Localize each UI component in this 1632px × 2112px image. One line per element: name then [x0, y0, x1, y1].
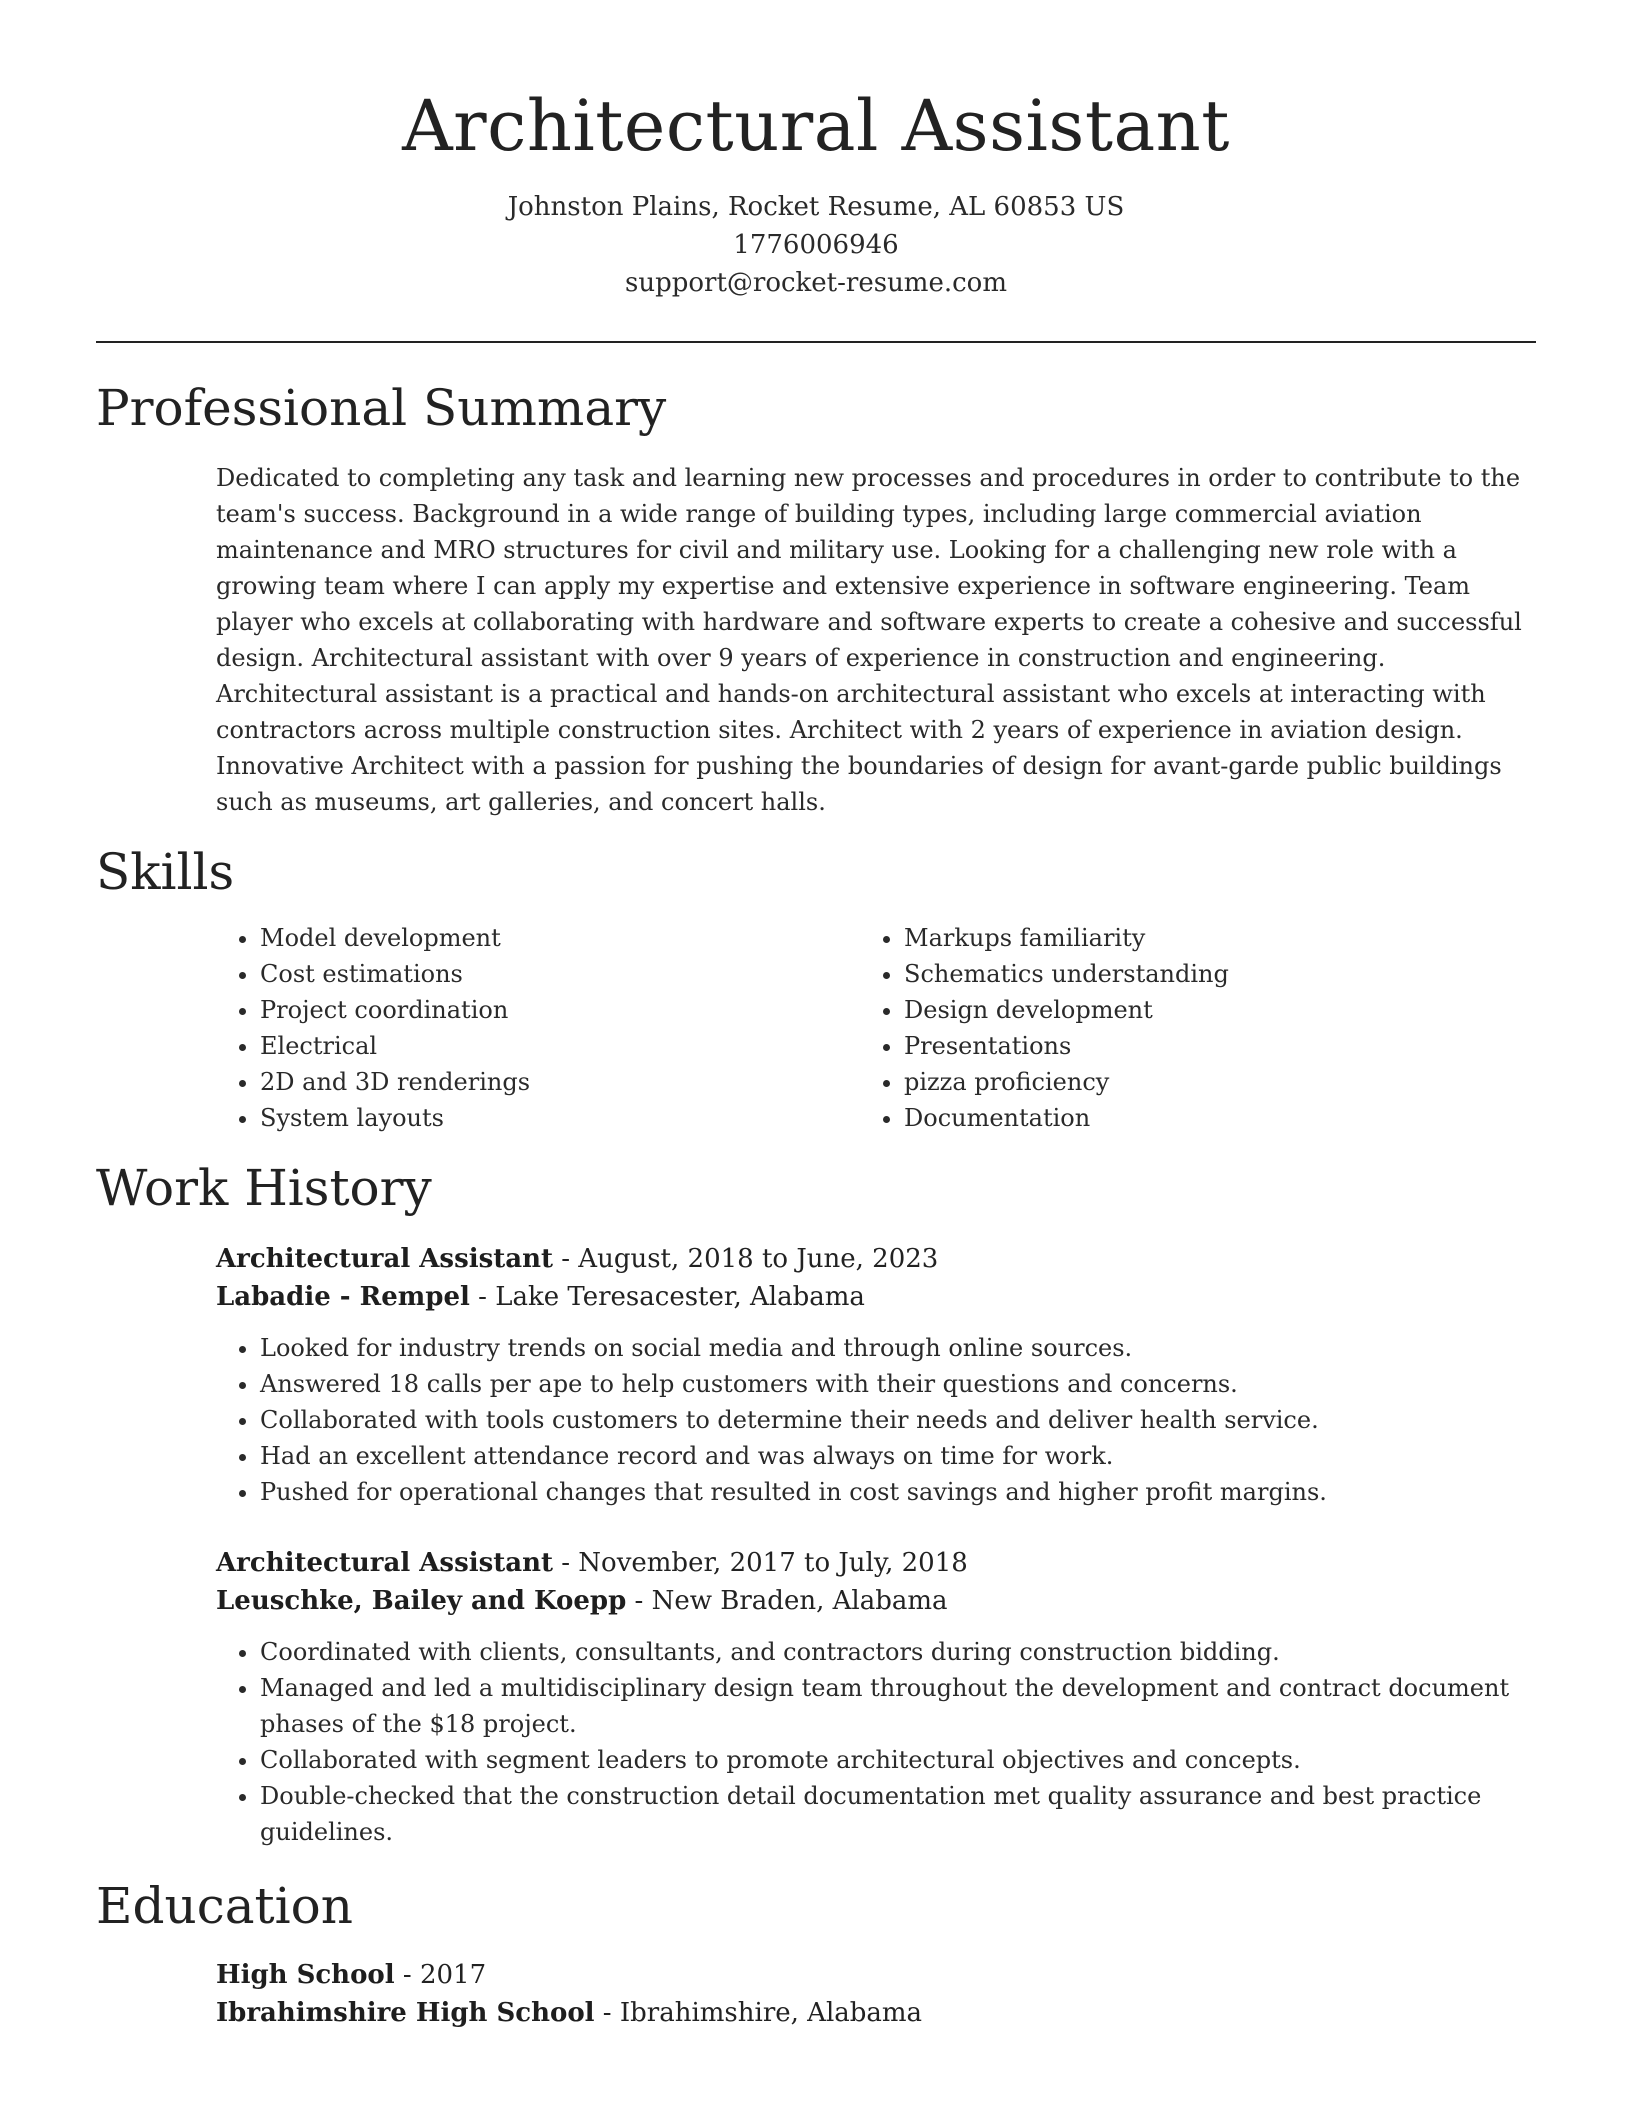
- job-location: - New Braden, Alabama: [626, 1586, 948, 1616]
- skill-item: • 2D and 3D renderings: [260, 1064, 856, 1100]
- skill-item: • Electrical: [260, 1028, 856, 1064]
- education-location: - Ibrahimshire, Alabama: [594, 1998, 923, 2028]
- education-degree: High School: [216, 1960, 395, 1990]
- job-bullets: [216, 1634, 1536, 1850]
- job-role: Architectural Assistant: [216, 1548, 553, 1578]
- education-entry: [216, 1956, 1536, 2032]
- skills-list-left: [216, 920, 856, 1136]
- job-company-line: [216, 1278, 1536, 1316]
- education-school: Ibrahimshire High School: [216, 1998, 595, 2028]
- skill-item: • Markups familiarity: [904, 920, 1500, 956]
- skill-item: • Presentations: [904, 1028, 1500, 1064]
- skills-heading: Skills: [96, 843, 235, 901]
- skills-column-right: [860, 920, 1500, 1136]
- job-company-line: [216, 1582, 1536, 1620]
- job-bullet: • Collaborated with tools customers to determine their needs and deliver health service.: [260, 1402, 1536, 1438]
- job-bullet: • Answered 18 calls per ape to help customers with their questions and concerns.: [260, 1366, 1536, 1402]
- job-company: Labadie - Rempel: [216, 1282, 470, 1312]
- job-bullet: • Looked for industry trends on social media and through online sources.: [260, 1330, 1536, 1366]
- skills-column-left: [216, 920, 856, 1136]
- job-bullet: • Managed and led a multidisciplinary design team throughout the development and contract document phases of the $18 project.: [260, 1670, 1536, 1742]
- header-divider: [96, 341, 1536, 343]
- job-role: Architectural Assistant: [216, 1244, 553, 1274]
- skills-section: [216, 920, 1536, 1140]
- skill-item: • pizza proficiency: [904, 1064, 1500, 1100]
- education-year: - 2017: [394, 1960, 487, 1990]
- job-dates: - August, 2018 to June, 2023: [552, 1244, 939, 1274]
- summary-section: [216, 460, 1536, 820]
- job-dates: - November, 2017 to July, 2018: [552, 1548, 968, 1578]
- summary-heading: Professional Summary: [96, 379, 667, 437]
- skill-item: • Documentation: [904, 1100, 1500, 1136]
- contact-phone: 1776006946: [733, 230, 899, 260]
- education-degree-line: [216, 1956, 1536, 1994]
- education-school-line: [216, 1994, 1536, 2032]
- contact-info: [0, 188, 1632, 302]
- job-company: Leuschke, Bailey and Koepp: [216, 1586, 627, 1616]
- job-title-line: [216, 1544, 1536, 1582]
- contact-address: Johnston Plains, Rocket Resume, AL 60853 US: [507, 192, 1125, 222]
- education-heading: Education: [96, 1877, 353, 1935]
- job-bullet: • Double-checked that the construction detail documentation met quality assurance and best practice guidelines.: [260, 1778, 1536, 1850]
- skill-item: • Cost estimations: [260, 956, 856, 992]
- skill-item: • Schematics understanding: [904, 956, 1500, 992]
- job-bullet: • Pushed for operational changes that resulted in cost savings and higher profit margins.: [260, 1474, 1536, 1510]
- resume-header: [0, 82, 1632, 302]
- skill-item: • Project coordination: [260, 992, 856, 1028]
- job-entry: [216, 1240, 1536, 1510]
- skill-item: • Design development: [904, 992, 1500, 1028]
- skill-item: • Model development: [260, 920, 856, 956]
- job-bullet: • Had an excellent attendance record and was always on time for work.: [260, 1438, 1536, 1474]
- job-title-line: [216, 1240, 1536, 1278]
- job-entry: [216, 1544, 1536, 1850]
- candidate-name: Architectural Assistant: [402, 85, 1230, 167]
- skill-item: • System layouts: [260, 1100, 856, 1136]
- summary-text: Dedicated to completing any task and learning new processes and procedures in order to contribute to the team's success. Background in a wide range of building types, including large commercial aviation maintenance and MRO structures for civil and military use. Looking for a challenging new role with a growing team where I can apply my expertise and extensive experience in software engineering. Team player who excels at collaborating with hardware and software experts to create a cohesive and successful design. Architectural assistant with over 9 years of experience in construction and engineering. Architectural assistant is a practical and hands-on architectural assistant who excels at interacting with contractors across multiple construction sites. Architect with 2 years of experience in aviation design. Innovative Architect with a passion for pushing the boundaries of design for avant-garde public buildings such as museums, art galleries, and concert halls.: [216, 464, 1522, 816]
- job-bullet: • Collaborated with segment leaders to promote architectural objectives and concepts.: [260, 1742, 1536, 1778]
- job-location: - Lake Teresacester, Alabama: [469, 1282, 865, 1312]
- work-history-heading: Work History: [96, 1159, 432, 1217]
- job-bullets: [216, 1330, 1536, 1510]
- job-bullet: • Coordinated with clients, consultants, and contractors during construction bidding.: [260, 1634, 1536, 1670]
- skills-list-right: [860, 920, 1500, 1136]
- contact-email: support@rocket-resume.com: [624, 268, 1007, 298]
